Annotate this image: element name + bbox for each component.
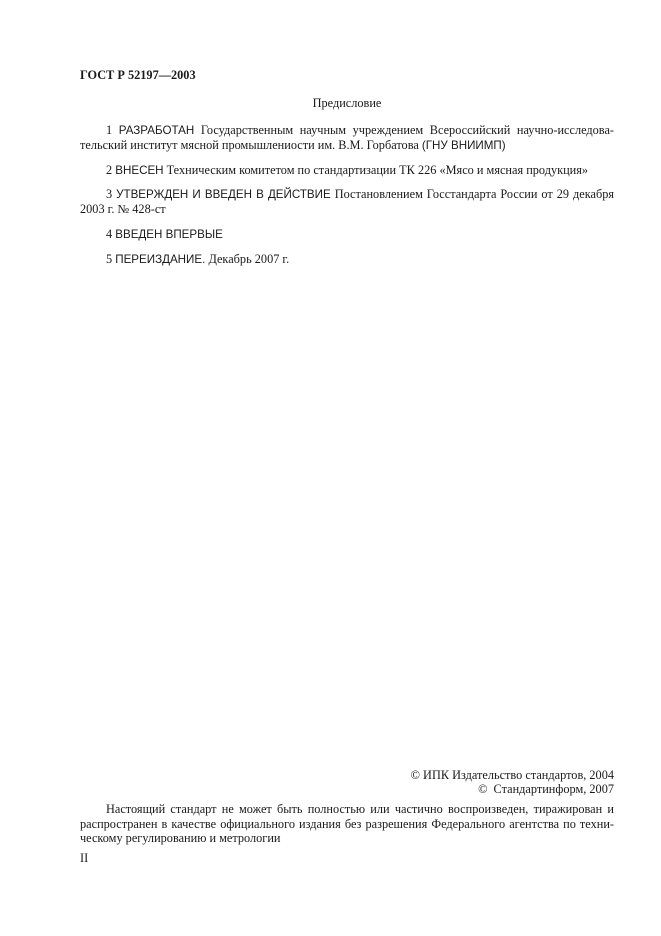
- foreword-title: Предисловие: [312, 96, 382, 110]
- notice-line-3: ческому регулированию и метрологии: [80, 831, 281, 845]
- foreword-item-5: 5 ПЕРЕИЗДАНИЕ. Декабрь 2007 г.: [106, 252, 290, 266]
- foreword-item-4: 4 ВВЕДЕН ВПЕРВЫЕ: [106, 227, 223, 241]
- notice-line-2: распространен в качестве официального издания без разрешения Федерального агентства по техни-: [80, 817, 614, 831]
- copyright-line-2: © Стандартинформ, 2007: [478, 782, 614, 796]
- foreword-item-1-cont: тельский институт мясной промышлениости им. В.М. Горбатова (ГНУ ВНИИМП): [80, 138, 506, 152]
- foreword-item-1: 1 РАЗРАБОТАН Государственным научным учреждением Всероссийский научно-исследова-: [106, 123, 614, 137]
- copyright-line-1: © ИПК Издательство стандартов, 2004: [410, 768, 614, 782]
- page-number: II: [80, 851, 89, 865]
- foreword-item-3: 3 УТВЕРЖДЕН И ВВЕДЕН В ДЕЙСТВИЕ Постановлением Госстандарта России от 29 декабря: [106, 187, 615, 201]
- foreword-item-2: 2 ВНЕСЕН Техническим комитетом по стандартизации ТК 226 «Мясо и мясная продукция»: [106, 163, 589, 177]
- notice-line-1: Настоящий стандарт не может быть полностью или частично воспроизведен, тиражирован и: [106, 802, 614, 816]
- foreword-item-3-cont: 2003 г. № 428-ст: [80, 202, 166, 216]
- document-code: ГОСТ Р 52197—2003: [80, 68, 196, 82]
